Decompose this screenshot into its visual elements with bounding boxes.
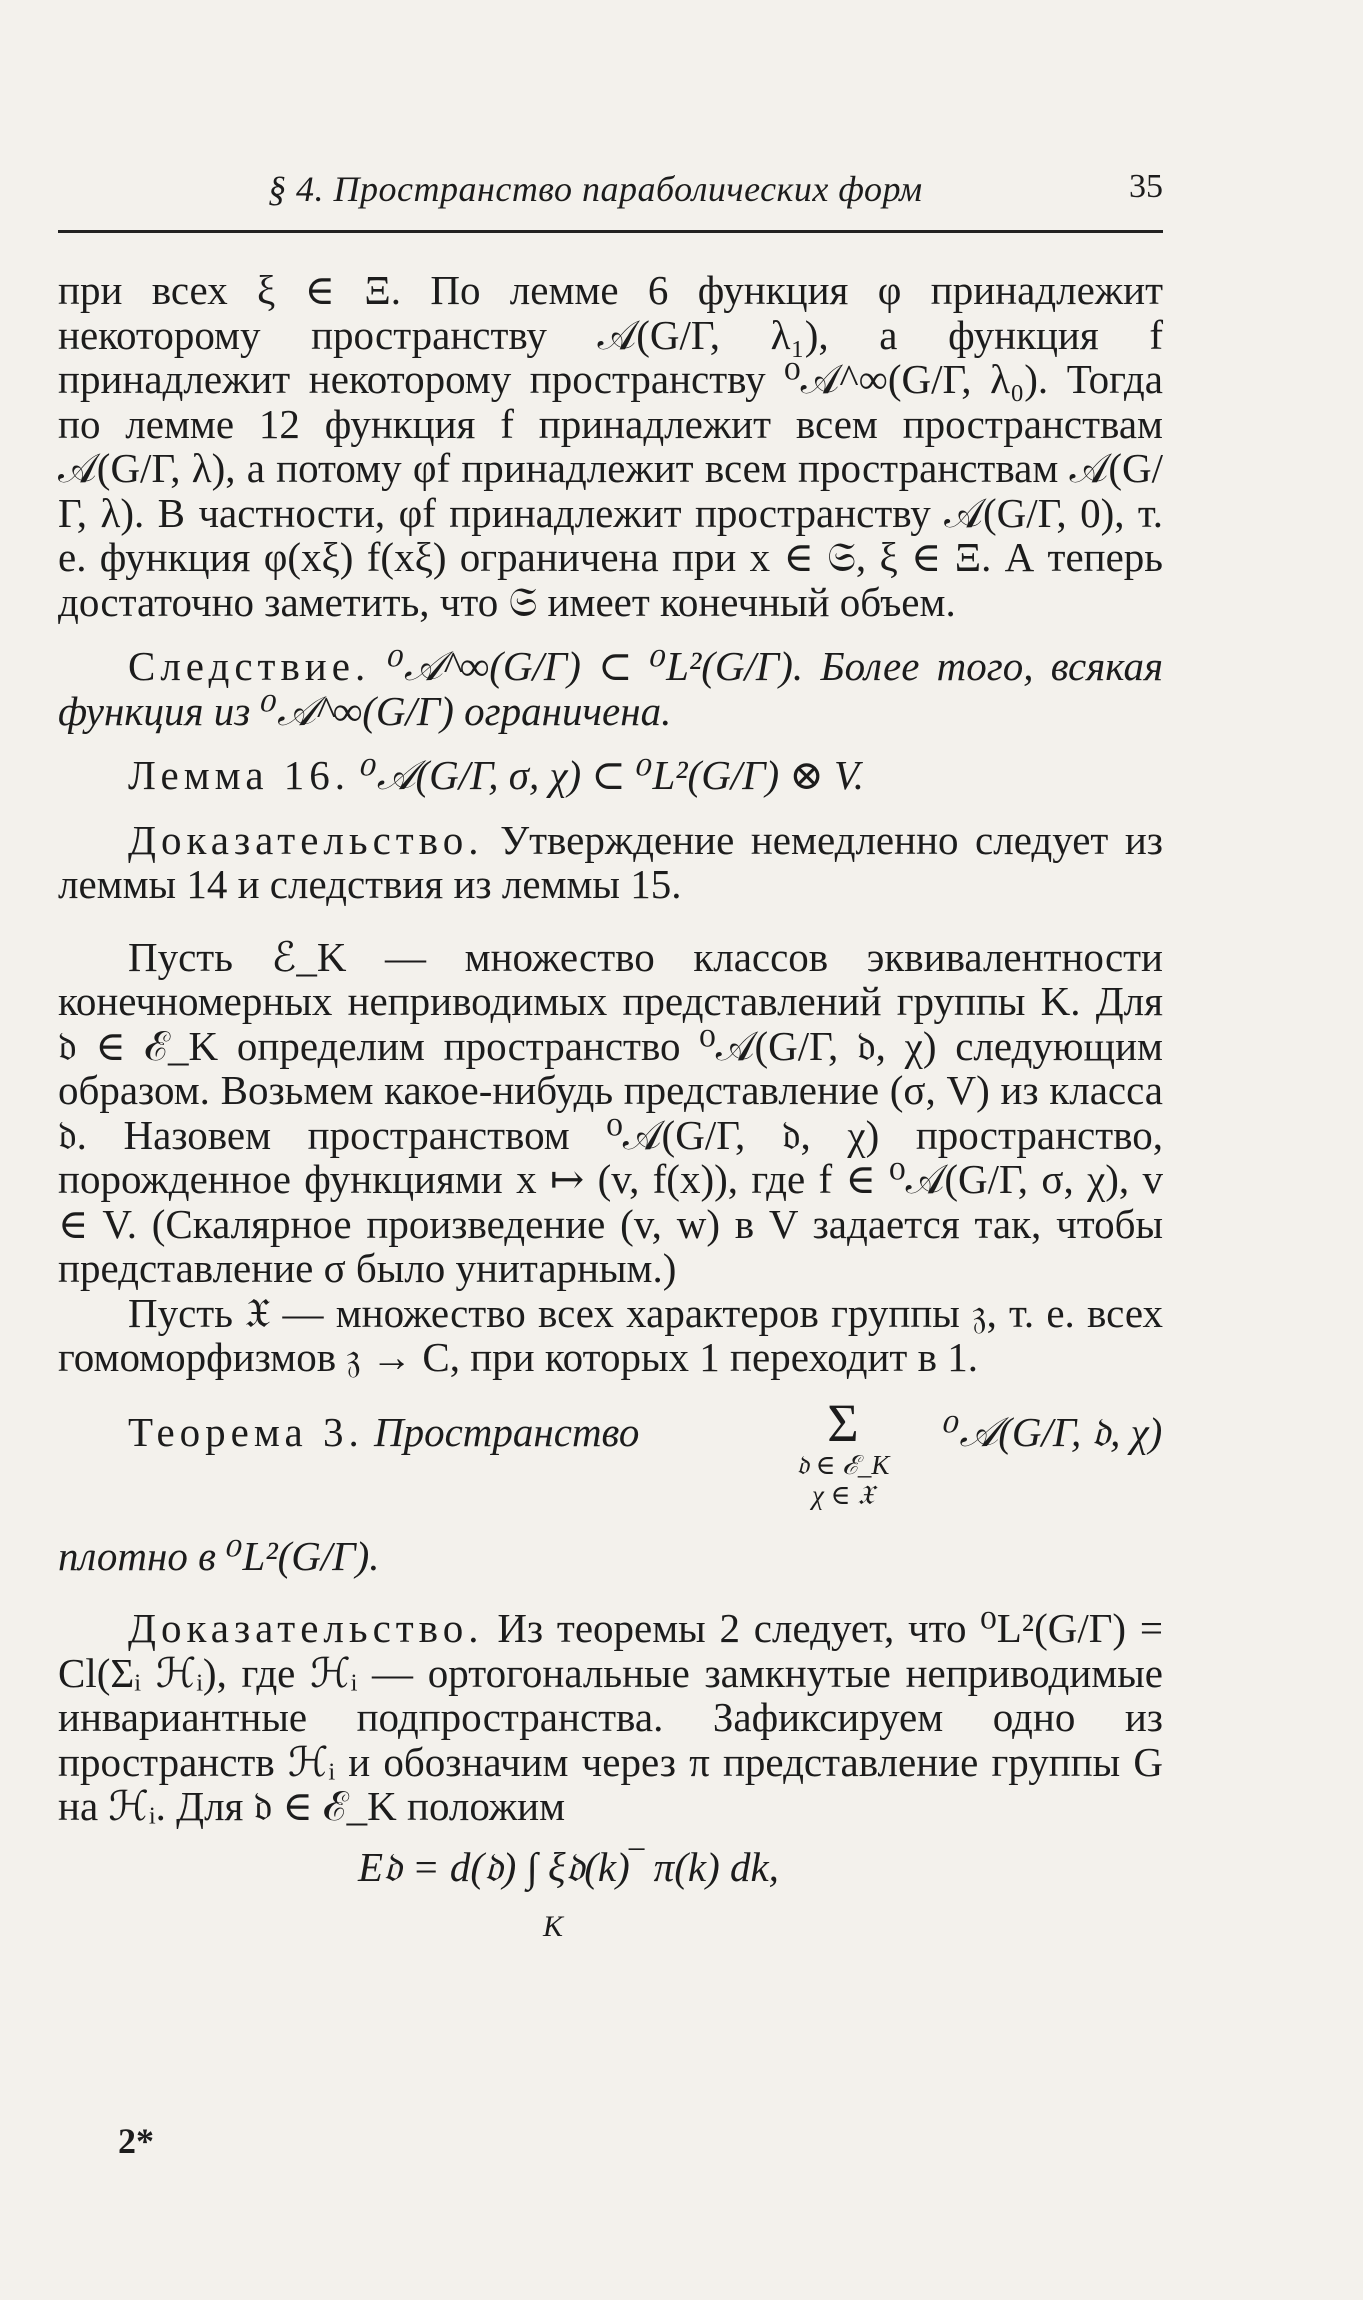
signature-mark: 2* bbox=[118, 2121, 154, 2161]
sum-index-chi: χ ∈ 𝔛 bbox=[812, 1479, 874, 1510]
sum-index-d: 𝔡 ∈ ℰ_K bbox=[796, 1449, 890, 1480]
corollary bbox=[58, 644, 1163, 733]
page-number: 35 bbox=[1129, 168, 1163, 205]
proof-label: Доказательство. bbox=[128, 1605, 484, 1651]
paragraph-proof-continuation: при всех ξ ∈ Ξ. По лемме 6 функция φ принадлежит некоторому пространству 𝒜(G/Γ, λ₁), а функция f принадлежит некоторому пространству ⁰𝒜^∞(G/Γ, λ₀). Тогда по лемме 12 функция f принадлежит всем пространствам 𝒜(G/Γ, λ), а потому φf принадлежит всем пространствам 𝒜(G/Γ, λ). В частности, φf принадлежит пространству 𝒜(G/Γ, 0), т. е. функция φ(xξ) f(xξ) ограничена при x ∈ 𝔖, ξ ∈ Ξ. А теперь достаточно заметить, что 𝔖 имеет конечный объем. bbox=[58, 267, 1163, 625]
page-header bbox=[58, 168, 1163, 226]
formula-integral-domain: K bbox=[543, 1909, 564, 1943]
proof-text: Утверждение немедленно следует из леммы 14 и следствия из леммы 15. bbox=[58, 816, 1164, 907]
corollary-formula: ⁰𝒜^∞(G/Γ) ⊂ ⁰L²(G/Γ). bbox=[387, 643, 804, 689]
theorem-lead-text: Пространство bbox=[374, 1408, 640, 1455]
proof-label: Доказательство. bbox=[128, 816, 484, 863]
theorem-label: Теорема 3. bbox=[128, 1408, 364, 1455]
theorem-space: ⁰𝒜(G/Γ, 𝔡, χ) bbox=[943, 1408, 1163, 1455]
theorem-3 bbox=[58, 1392, 1163, 1534]
main-text bbox=[58, 268, 1163, 1955]
theorem-lead bbox=[128, 1410, 639, 1455]
proof-theorem-3 bbox=[58, 1606, 1163, 1829]
theorem-end: плотно в ⁰L²(G/Γ). bbox=[58, 1532, 380, 1579]
header-rule bbox=[58, 230, 1163, 233]
corollary-label: Следствие. bbox=[128, 643, 371, 689]
formula-main: E𝔡 = d(𝔡) ∫ ξ𝔡(k)‾ π(k) dk, bbox=[358, 1843, 779, 1890]
sum-sign: Σ bbox=[827, 1392, 859, 1453]
running-head: § 4. Пространство параболических форм bbox=[268, 169, 923, 209]
lemma-label: Лемма 16. bbox=[128, 752, 351, 798]
lemma-16 bbox=[58, 753, 1163, 798]
proof-text: Из теоремы 2 следует, что ⁰L²(G/Γ) = Cl(Σᵢ ℋᵢ), где ℋᵢ — ортогональные замкнутые неприводимые инвариантные подпространства. Зафиксируем одно из пространств ℋᵢ и обозначим через π представление группы G на ℋᵢ. Для 𝔡 ∈ ℰ_K положим bbox=[58, 1605, 1163, 1829]
paragraph-ek-definition: Пусть ℰ_K — множество классов эквивалентности конечномерных неприводимых представлений группы K. Для 𝔡 ∈ ℰ_K определим пространство ⁰𝒜(G/Γ, 𝔡, χ) следующим образом. Возьмем какое-нибудь представление (σ, V) из класса 𝔡. Назовем пространством ⁰𝒜(G/Γ, 𝔡, χ) пространство, порожденное функциями x ↦ (v, f(x)), где f ∈ ⁰𝒜(G/Γ, σ, χ), v ∈ V. (Скалярное произведение (v, w) в V задается так, чтобы представление σ было унитарным.) bbox=[58, 933, 1163, 1291]
proof-lemma-16 bbox=[58, 818, 1163, 907]
lemma-formula: ⁰𝒜(G/Γ, σ, χ) ⊂ ⁰L²(G/Γ) ⊗ V. bbox=[360, 752, 865, 798]
theorem-sum bbox=[768, 1392, 918, 1510]
corollary-text: Более того, всякая функция из ⁰𝒜^∞(G/Γ) ограничена. bbox=[58, 643, 1164, 734]
paragraph-characters: Пусть 𝔛 — множество всех характеров группы 𝔷, т. е. всех гомоморфизмов 𝔷 → C, при которых 1 переходит в 1. bbox=[58, 1289, 1163, 1380]
projection-formula bbox=[58, 1845, 1163, 1955]
